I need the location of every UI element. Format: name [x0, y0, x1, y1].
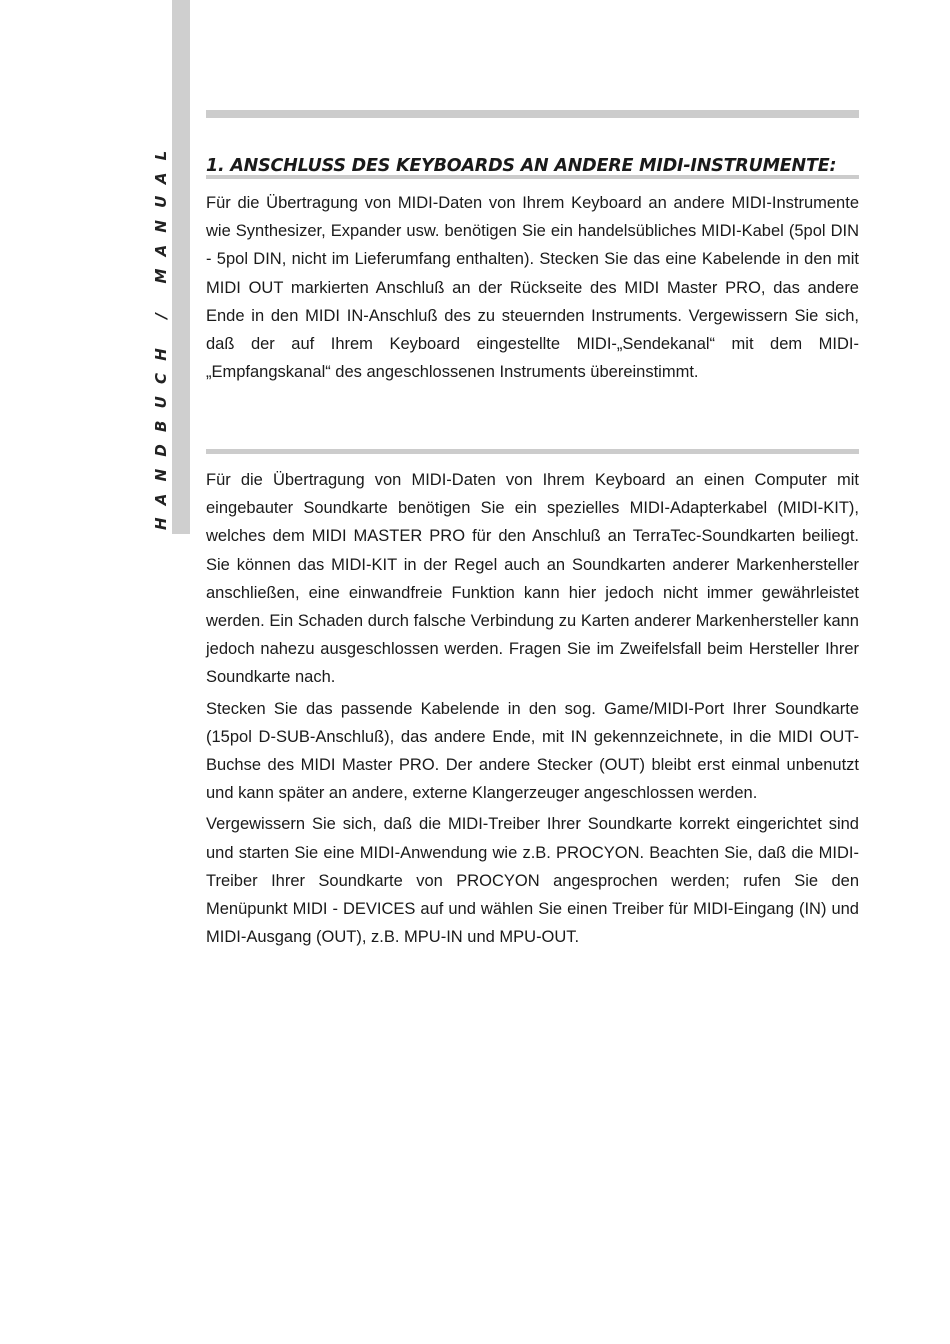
- section2-paragraph-3: Vergewissern Sie sich, daß die MIDI-Treiber Ihrer Soundkarte korrekt eingerichtet sind und starten Sie eine MIDI-Anwendung wie z.B. PROCYON. Beachten Sie, daß die MIDI-Treiber Ihrer Soundkarte von PROCYON angesprochen werden; rufen Sie den Menüpunkt MIDI - DEVICES auf und wählen Sie einen Treiber für MIDI-Eingang (IN) und MIDI-Ausgang (OUT), z.B. MPU-IN und MPU-OUT.: [206, 815, 859, 947]
- section2-paragraph-2: Stecken Sie das passende Kabelende in den sog. Game/MIDI-Port Ihrer Soundkarte (15pol D-SUB-Anschluß), das andere Ende, mit IN gekennzeichnete, in die MIDI OUT-Buchse des MIDI Master PRO. Der andere Stecker (OUT) bleibt erst einmal unbenutzt und kann später an andere, externe Klangerzeuger angeschlossen werden.: [206, 699, 859, 803]
- section-heading: 1. ANSCHLUSS DES KEYBOARDS AN ANDERE MIDI-INSTRUMENTE:: [206, 156, 837, 176]
- section-heading-block: [206, 153, 859, 179]
- section2-paragraph-1: Für die Übertragung von MIDI-Daten von Ihrem Keyboard an einen Computer mit eingebauter Soundkarte benötigen Sie ein spezielles MIDI-Adapterkabel (MIDI-KIT), welches dem MIDI MASTER PRO für den Anschluß an TerraTec-Soundkarten beiliegt. Sie können das MIDI-KIT in der Regel auch an Soundkarten anderer Markenhersteller anschließen, eine einwandfreie Funktion kann hier jedoch nicht immer gewährleistet werden. Ein Schaden durch falsche Verbindung zu Karten anderer Markenhersteller kann jedoch nahezu ausgeschlossen werden. Fragen Sie im Zweifelsfall beim Hersteller Ihrer Soundkarte nach.: [206, 471, 859, 687]
- sidebar-bar: [172, 0, 190, 534]
- section1-body: [206, 189, 859, 389]
- middle-divider: [206, 449, 859, 454]
- sidebar-label: HANDBUCH / MANUAL: [152, 138, 170, 530]
- section1-paragraph: Für die Übertragung von MIDI-Daten von Ihrem Keyboard an andere MIDI-Instrumente wie Synthesizer, Expander usw. benötigen Sie ein handelsübliches MIDI-Kabel (5pol DIN - 5pol DIN, nicht im Lieferumfang enthalten). Stecken Sie das eine Kabelende in den mit MIDI OUT markierten Anschluß an der Rückseite des MIDI Master PRO, das andere Ende in den MIDI IN-Anschluß des zu steuernden Instruments. Vergewissern Sie sich, daß der auf Ihrem Keyboard eingestellte MIDI-„Sendekanal“ mit dem MIDI-„Empfangskanal“ des angeschlossenen Instruments übereinstimmt.: [206, 194, 859, 382]
- section2-body: [206, 466, 859, 954]
- top-divider: [206, 110, 859, 118]
